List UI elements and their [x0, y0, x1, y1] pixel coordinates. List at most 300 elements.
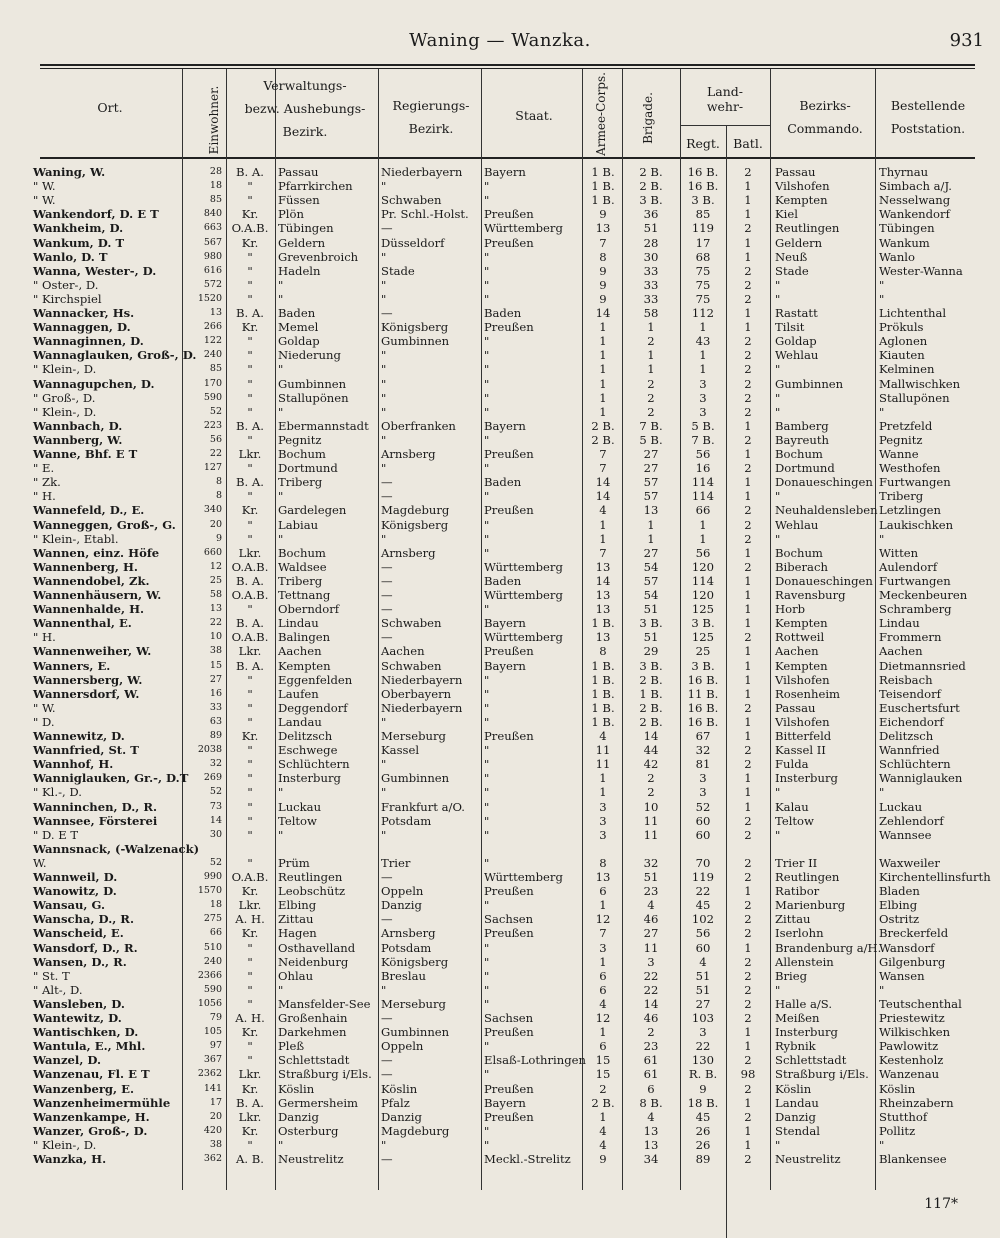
cell-bezirks-commando: Biberach: [775, 559, 828, 574]
cell-ort: Wansdorf, D., R.: [33, 940, 138, 955]
cell-aushebungsbezirk: Oberndorf: [278, 602, 340, 617]
cell-einwohner: 12: [209, 560, 222, 572]
page-title: Waning — Wanzka.: [409, 30, 591, 51]
table-row: [0, 898, 1000, 912]
cell-regierungsbezirk: Magdeburg: [381, 503, 450, 518]
cell-bezirks-commando: Halle a/S.: [775, 996, 833, 1011]
cell-armee-corps: 9: [599, 263, 607, 278]
cell-brigade: 3 B.: [639, 658, 663, 673]
cell-brigade: 2: [647, 771, 655, 786]
cell-staat: ": [484, 432, 490, 447]
cell-landwehr-batl: 2: [744, 827, 752, 842]
cell-poststation: ": [879, 531, 885, 546]
cell-staat: ": [484, 179, 490, 194]
cell-armee-corps: 6: [599, 884, 607, 899]
cell-ort: " Kirchspiel: [33, 291, 102, 306]
cell-armee-corps: 2: [599, 1081, 607, 1096]
cell-einwohner: 2366: [197, 969, 222, 981]
cell-verwaltung-typ: ": [247, 799, 253, 814]
cell-verwaltung-typ: B. A.: [236, 616, 264, 631]
cell-bezirks-commando: ": [775, 404, 781, 419]
cell-landwehr-regt: 32: [695, 743, 711, 758]
cell-aushebungsbezirk: Waldsee: [278, 559, 327, 574]
cell-ort: Wanniglauken, Gr.-, D.T: [33, 771, 189, 786]
cell-einwohner: 33: [209, 701, 222, 713]
cell-bezirks-commando: Landau: [775, 1095, 819, 1110]
col-header-verwaltung-line1: Verwaltungs-: [263, 78, 347, 93]
cell-ort: Wannagupchen, D.: [33, 376, 155, 391]
cell-bezirks-commando: Rybnik: [775, 1039, 816, 1054]
cell-landwehr-regt: 16 B.: [687, 179, 719, 194]
cell-verwaltung-typ: ": [247, 827, 253, 842]
table-row: [0, 489, 1000, 503]
col-header-armee-corps: Armee-Corps.: [594, 72, 608, 156]
cell-poststation: ": [879, 277, 885, 292]
cell-poststation: Pawlowitz: [879, 1039, 939, 1054]
cell-staat: ": [484, 1039, 490, 1054]
cell-ort: Wankendorf, D. E T: [33, 207, 159, 222]
cell-ort: Wannweil, D.: [33, 870, 118, 884]
cell-armee-corps: 11: [595, 757, 611, 772]
table-row: [0, 165, 1000, 179]
cell-einwohner: 275: [203, 913, 222, 925]
cell-ort: " Zk.: [33, 475, 61, 490]
cell-landwehr-batl: 1: [744, 573, 752, 588]
cell-landwehr-regt: 66: [695, 503, 711, 518]
cell-bezirks-commando: Köslin: [775, 1081, 812, 1096]
cell-armee-corps: 1: [599, 362, 607, 377]
cell-brigade: 51: [643, 221, 659, 236]
table-row: [0, 1067, 1000, 1081]
col-header-bezirks-commando-line1: Bezirks-: [799, 98, 851, 113]
cell-staat: Preußen: [484, 1109, 534, 1124]
cell-landwehr-regt: 3: [699, 1025, 707, 1040]
cell-poststation: Breckerfeld: [879, 926, 949, 941]
cell-einwohner: 2038: [197, 744, 222, 756]
cell-einwohner: 420: [203, 1124, 222, 1136]
cell-einwohner: 2362: [197, 1068, 222, 1080]
cell-poststation: Laukischken: [879, 517, 954, 532]
cell-verwaltung-typ: O.A.B.: [231, 588, 269, 602]
cell-einwohner: 13: [209, 603, 222, 615]
cell-landwehr-batl: 2: [744, 968, 752, 983]
cell-landwehr-batl: 2: [744, 404, 752, 419]
table-row: [0, 800, 1000, 814]
table-row: [0, 1138, 1000, 1152]
cell-ort: Wanneggen, Groß-, G.: [33, 517, 176, 532]
cell-bezirks-commando: Vilshofen: [775, 714, 830, 729]
cell-verwaltung-typ: A. H.: [235, 912, 265, 927]
cell-regierungsbezirk: —: [381, 602, 393, 617]
cell-landwehr-regt: 26: [695, 1137, 711, 1152]
cell-staat: Bayern: [484, 616, 526, 631]
cell-landwehr-regt: 68: [695, 249, 711, 264]
cell-regierungsbezirk: ": [381, 376, 387, 391]
cell-brigade: 33: [643, 263, 659, 278]
cell-landwehr-batl: 1: [744, 179, 752, 194]
cell-landwehr-regt: 75: [695, 277, 711, 292]
cell-staat: ": [484, 545, 490, 560]
cell-verwaltung-typ: ": [247, 940, 253, 955]
cell-regierungsbezirk: Königsberg: [381, 954, 449, 969]
cell-landwehr-batl: 2: [744, 898, 752, 913]
cell-regierungsbezirk: Danzig: [381, 898, 422, 913]
cell-bezirks-commando: Gumbinnen: [775, 376, 844, 391]
cell-landwehr-regt: 3: [699, 390, 707, 405]
cell-einwohner: 269: [203, 772, 222, 784]
cell-staat: Württemberg: [484, 630, 563, 645]
cell-einwohner: 122: [203, 335, 222, 347]
cell-ort: " W.: [33, 179, 56, 194]
cell-armee-corps: 2 B.: [591, 432, 615, 447]
cell-aushebungsbezirk: Hagen: [278, 926, 317, 941]
table-row: [0, 616, 1000, 630]
cell-landwehr-batl: 2: [744, 559, 752, 574]
cell-regierungsbezirk: —: [381, 1152, 393, 1166]
cell-verwaltung-typ: Kr.: [241, 235, 259, 250]
cell-einwohner: 52: [209, 786, 222, 798]
cell-ort: " Klein-, D.: [33, 404, 97, 419]
cell-landwehr-regt: 103: [691, 1011, 715, 1025]
cell-landwehr-batl: 1: [744, 771, 752, 786]
cell-armee-corps: 3: [599, 813, 607, 828]
cell-aushebungsbezirk: Aachen: [278, 644, 322, 659]
col-header-ort: Ort.: [97, 100, 123, 115]
cell-landwehr-regt: 67: [695, 729, 711, 743]
cell-verwaltung-typ: ": [247, 277, 253, 292]
cell-ort: Wannsee, Försterei: [33, 813, 158, 828]
cell-einwohner: 10: [209, 631, 222, 643]
cell-staat: ": [484, 827, 490, 842]
col-header-regt: Regt.: [686, 136, 720, 151]
cell-poststation: Kelminen: [879, 362, 935, 377]
cell-landwehr-batl: 2: [744, 334, 752, 349]
cell-einwohner: 141: [203, 1082, 222, 1094]
cell-bezirks-commando: Stendal: [775, 1123, 820, 1138]
cell-brigade: 44: [643, 743, 659, 758]
table-row: [0, 306, 1000, 320]
cell-einwohner: 1570: [197, 885, 222, 897]
cell-einwohner: 14: [209, 814, 222, 826]
cell-verwaltung-typ: ": [247, 1039, 253, 1054]
cell-landwehr-regt: 120: [691, 588, 715, 602]
cell-ort: Wannenhäusern, W.: [33, 588, 162, 602]
cell-regierungsbezirk: Düsseldorf: [381, 235, 445, 250]
cell-einwohner: 58: [209, 589, 222, 600]
table-top-rule-thin: [40, 68, 975, 69]
cell-aushebungsbezirk: Gardelegen: [278, 503, 347, 518]
cell-bezirks-commando: ": [775, 277, 781, 292]
cell-poststation: Mallwischken: [879, 376, 961, 391]
cell-einwohner: 22: [209, 617, 222, 629]
cell-ort: " D.: [33, 714, 55, 729]
cell-bezirks-commando: Stade: [775, 263, 809, 278]
cell-einwohner: 170: [203, 377, 222, 389]
cell-ort: Wannbach, D.: [33, 418, 123, 433]
cell-regierungsbezirk: —: [381, 588, 393, 602]
table-row: [0, 743, 1000, 757]
table-row: [0, 969, 1000, 983]
table-row: [0, 419, 1000, 433]
cell-aushebungsbezirk: ": [278, 277, 284, 292]
cell-bezirks-commando: Danzig: [775, 1109, 816, 1124]
cell-staat: ": [484, 334, 490, 349]
cell-landwehr-regt: 130: [691, 1053, 715, 1068]
cell-landwehr-regt: 17: [695, 235, 711, 250]
cell-landwehr-regt: 52: [695, 799, 711, 814]
cell-poststation: Tübingen: [879, 221, 935, 236]
cell-einwohner: 22: [209, 448, 222, 459]
cell-verwaltung-typ: Kr.: [241, 884, 259, 899]
cell-staat: Baden: [484, 475, 522, 490]
cell-landwehr-regt: 75: [695, 263, 711, 278]
cell-landwehr-regt: 56: [695, 447, 711, 461]
cell-aushebungsbezirk: Germersheim: [278, 1095, 359, 1110]
cell-staat: ": [484, 954, 490, 969]
cell-staat: Sachsen: [484, 1011, 534, 1025]
cell-landwehr-regt: 5 B.: [691, 418, 715, 433]
cell-armee-corps: 1: [599, 1025, 607, 1040]
cell-landwehr-regt: 114: [691, 489, 715, 504]
cell-regierungsbezirk: ": [381, 982, 387, 997]
table-row: [0, 997, 1000, 1011]
table-row: [0, 236, 1000, 250]
cell-ort: Wanzel, D.: [33, 1053, 102, 1068]
cell-landwehr-regt: 1: [699, 517, 707, 532]
cell-armee-corps: 7: [599, 926, 607, 941]
cell-armee-corps: 4: [599, 729, 607, 743]
col-header-verwaltung: [230, 78, 380, 139]
cell-landwehr-batl: 2: [744, 277, 752, 292]
cell-armee-corps: 3: [599, 827, 607, 842]
cell-bezirks-commando: Kempten: [775, 193, 828, 208]
cell-poststation: Wilkischken: [879, 1025, 951, 1040]
cell-verwaltung-typ: Lkr.: [238, 1067, 262, 1082]
cell-aushebungsbezirk: Gumbinnen: [278, 376, 347, 391]
cell-verwaltung-typ: ": [247, 517, 253, 532]
cell-armee-corps: 1: [599, 898, 607, 913]
cell-ort: " Klein-, D.: [33, 362, 97, 377]
cell-ort: Wansau, G.: [33, 898, 106, 913]
cell-landwehr-regt: 1: [699, 320, 707, 335]
cell-landwehr-batl: 1: [744, 320, 752, 335]
cell-brigade: 51: [643, 870, 659, 884]
col-header-landwehr: Land- wehr-: [706, 84, 744, 114]
cell-poststation: Eichendorf: [879, 714, 944, 729]
table-row: [0, 532, 1000, 546]
cell-aushebungsbezirk: Goldap: [278, 334, 320, 349]
cell-brigade: 30: [643, 249, 659, 264]
cell-verwaltung-typ: Lkr.: [238, 545, 262, 560]
cell-bezirks-commando: Vilshofen: [775, 179, 830, 194]
table-row: [0, 518, 1000, 532]
cell-bezirks-commando: Brieg: [775, 968, 808, 983]
cell-landwehr-regt: 3 B.: [691, 193, 715, 208]
cell-regierungsbezirk: Arnsberg: [381, 447, 436, 461]
cell-brigade: 1: [647, 320, 655, 335]
cell-bezirks-commando: Reutlingen: [775, 221, 840, 236]
cell-brigade: 61: [643, 1067, 659, 1082]
cell-verwaltung-typ: ": [247, 291, 253, 306]
cell-armee-corps: 1 B.: [591, 672, 615, 687]
cell-poststation: Köslin: [879, 1081, 916, 1096]
cell-regierungsbezirk: ": [381, 827, 387, 842]
cell-einwohner: 223: [203, 419, 222, 431]
cell-poststation: Reisbach: [879, 672, 933, 687]
cell-landwehr-batl: 2: [744, 503, 752, 518]
cell-landwehr-batl: 2: [744, 1109, 752, 1124]
cell-bezirks-commando: Kassel II: [775, 743, 826, 758]
cell-verwaltung-typ: ": [247, 432, 253, 447]
cell-armee-corps: 13: [595, 630, 611, 645]
cell-landwehr-regt: 70: [695, 855, 711, 870]
cell-aushebungsbezirk: ": [278, 362, 284, 377]
cell-verwaltung-typ: ": [247, 785, 253, 800]
cell-bezirks-commando: Kempten: [775, 616, 828, 631]
cell-verwaltung-typ: ": [247, 390, 253, 405]
cell-verwaltung-typ: Kr.: [241, 1025, 259, 1040]
cell-landwehr-regt: 51: [695, 968, 711, 983]
cell-ort: Wannen, einz. Höfe: [33, 545, 160, 560]
cell-einwohner: 590: [203, 983, 222, 995]
cell-poststation: Aachen: [879, 644, 923, 659]
cell-ort: Wannenthal, E.: [33, 616, 132, 631]
cell-ort: Wanlo, D. T: [33, 249, 108, 264]
cell-landwehr-batl: 1: [744, 714, 752, 729]
page-header: [0, 26, 1000, 56]
cell-einwohner: 362: [203, 1153, 222, 1164]
cell-poststation: Frommern: [879, 630, 942, 645]
table-row: [0, 1053, 1000, 1067]
cell-staat: ": [484, 757, 490, 772]
col-header-verwaltung-line3: Bezirk.: [282, 124, 328, 139]
cell-staat: Bayern: [484, 418, 526, 433]
cell-verwaltung-typ: ": [247, 376, 253, 391]
cell-landwehr-batl: 1: [744, 249, 752, 264]
cell-poststation: ": [879, 785, 885, 800]
cell-poststation: Lichtenthal: [879, 306, 947, 320]
cell-armee-corps: 8: [599, 855, 607, 870]
cell-ort: Wantula, E., Mhl.: [33, 1039, 146, 1054]
cell-bezirks-commando: Allenstein: [775, 954, 834, 969]
cell-staat: ": [484, 700, 490, 715]
cell-landwehr-batl: 1: [744, 545, 752, 560]
cell-brigade: 54: [643, 559, 659, 574]
cell-ort: Wannersdorf, W.: [33, 686, 140, 701]
cell-brigade: 1: [647, 531, 655, 546]
cell-aushebungsbezirk: Pleß: [278, 1039, 305, 1054]
cell-bezirks-commando: Meißen: [775, 1011, 820, 1025]
cell-poststation: Wester-Wanna: [879, 263, 963, 278]
cell-landwehr-regt: 27: [695, 996, 711, 1011]
cell-brigade: 2: [647, 404, 655, 419]
cell-bezirks-commando: Bochum: [775, 447, 823, 461]
cell-einwohner: 52: [209, 856, 222, 868]
cell-verwaltung-typ: ": [247, 1053, 253, 1068]
col-header-bezirks-commando: [775, 98, 875, 136]
cell-ort: Wanowitz, D.: [33, 884, 117, 899]
cell-staat: Preußen: [484, 1081, 534, 1096]
cell-aushebungsbezirk: ": [278, 1137, 284, 1152]
cell-brigade: 33: [643, 277, 659, 292]
cell-ort: Wanners, E.: [33, 658, 111, 673]
cell-landwehr-regt: 1: [699, 362, 707, 377]
cell-poststation: Furtwangen: [879, 573, 951, 588]
cell-verwaltung-typ: O.A.B.: [231, 630, 269, 645]
cell-landwehr-regt: 51: [695, 982, 711, 997]
cell-armee-corps: 1: [599, 334, 607, 349]
cell-verwaltung-typ: ": [247, 263, 253, 278]
cell-ort: Wanne, Bhf. E T: [33, 447, 138, 461]
table-row: [0, 475, 1000, 489]
cell-poststation: Wansdorf: [879, 940, 935, 955]
cell-ort: Wannewitz, D.: [33, 729, 125, 743]
cell-armee-corps: 1 B.: [591, 686, 615, 701]
cell-landwehr-batl: 1: [744, 1095, 752, 1110]
cell-brigade: 3 B.: [639, 193, 663, 208]
cell-bezirks-commando: Kempten: [775, 658, 828, 673]
cell-staat: Württemberg: [484, 588, 563, 602]
cell-bezirks-commando: Rosenheim: [775, 686, 841, 701]
cell-poststation: ": [879, 291, 885, 306]
cell-bezirks-commando: Rastatt: [775, 306, 818, 320]
cell-landwehr-batl: 1: [744, 1039, 752, 1054]
cell-brigade: 2: [647, 334, 655, 349]
cell-bezirks-commando: Bochum: [775, 545, 823, 560]
cell-aushebungsbezirk: Schlüchtern: [278, 757, 350, 772]
cell-landwehr-batl: 2: [744, 362, 752, 377]
cell-verwaltung-typ: ": [247, 193, 253, 208]
cell-einwohner: 52: [209, 405, 222, 417]
cell-armee-corps: 9: [599, 277, 607, 292]
cell-brigade: 46: [643, 912, 659, 927]
cell-armee-corps: 1: [599, 404, 607, 419]
cell-regierungsbezirk: —: [381, 475, 393, 490]
cell-landwehr-batl: 1: [744, 1025, 752, 1040]
cell-armee-corps: 1 B.: [591, 658, 615, 673]
cell-staat: ": [484, 1137, 490, 1152]
cell-landwehr-regt: 3: [699, 376, 707, 391]
cell-ort: " W.: [33, 700, 56, 715]
cell-brigade: 3: [647, 954, 655, 969]
cell-einwohner: 56: [209, 433, 222, 445]
table-row: [0, 348, 1000, 362]
signature-mark: 117*: [924, 1196, 958, 1212]
cell-verwaltung-typ: Kr.: [241, 729, 259, 743]
cell-brigade: 2 B.: [639, 700, 663, 715]
cell-regierungsbezirk: ": [381, 404, 387, 419]
cell-poststation: Waxweiler: [879, 855, 940, 870]
table-row: [0, 955, 1000, 969]
cell-brigade: 2 B.: [639, 179, 663, 194]
col-header-regierung-line1: Regierungs-: [392, 98, 470, 113]
cell-staat: ": [484, 193, 490, 208]
cell-brigade: 11: [643, 940, 659, 955]
cell-regierungsbezirk: Gumbinnen: [381, 771, 450, 786]
cell-verwaltung-typ: Kr.: [241, 1123, 259, 1138]
cell-regierungsbezirk: Pfalz: [381, 1095, 410, 1110]
table-row: [0, 377, 1000, 391]
cell-regierungsbezirk: ": [381, 757, 387, 772]
cell-brigade: 13: [643, 503, 659, 518]
cell-staat: ": [484, 672, 490, 687]
cell-regierungsbezirk: Gumbinnen: [381, 1025, 450, 1040]
cell-staat: Meckl.-Strelitz: [484, 1152, 571, 1166]
cell-landwehr-batl: 2: [744, 855, 752, 870]
table-row: [0, 278, 1000, 292]
cell-ort: Wanzenberg, E.: [33, 1081, 134, 1096]
cell-verwaltung-typ: ": [247, 531, 253, 546]
